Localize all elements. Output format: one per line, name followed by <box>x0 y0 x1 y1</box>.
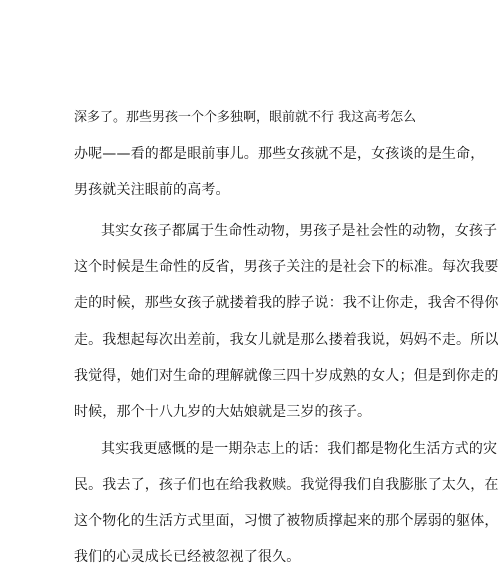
text-line: 走。我想起每次出差前，我女儿就是那么搂着我说，妈妈不走。所以 <box>74 332 499 348</box>
text-line: 男孩就关注眼前的高考。 <box>74 182 230 198</box>
text-line: 我觉得，她们对生命的理解就像三四十岁成熟的女人；但是到你走的 <box>74 368 499 384</box>
text-line: 我们的心灵成长已经被忽视了很久。 <box>74 549 301 565</box>
text-line: 这个时候是生命性的反省，男孩子关注的是社会下的标准。每次我要 <box>74 259 499 275</box>
text-line: 走的时候，那些女孩子就搂着我的脖子说：我不让你走，我舍不得你 <box>74 295 499 311</box>
paragraph-first-line: 其实女孩子都属于生命性动物，男孩子是社会性的动物，女孩子 <box>101 223 498 239</box>
text-line: 这个物化的生活方式里面，习惯了被物质撑起来的那个孱弱的躯体， <box>74 513 499 529</box>
text-line: 深多了。那些男孩一个个多独啊，眼前就不行 我这高考怎么 <box>74 110 417 125</box>
paragraph-first-line: 其实我更感慨的是一期杂志上的话：我们都是物化生活方式的灾 <box>101 441 498 457</box>
text-line: 民。我去了，孩子们也在给我救赎。我觉得我们自我膨胀了太久，在 <box>74 477 499 493</box>
text-line: 时候，那个十八九岁的大姑娘就是三岁的孩子。 <box>74 404 372 420</box>
text-line: 办呢——看的都是眼前事儿。那些女孩就不是，女孩谈的是生命， <box>74 146 485 162</box>
